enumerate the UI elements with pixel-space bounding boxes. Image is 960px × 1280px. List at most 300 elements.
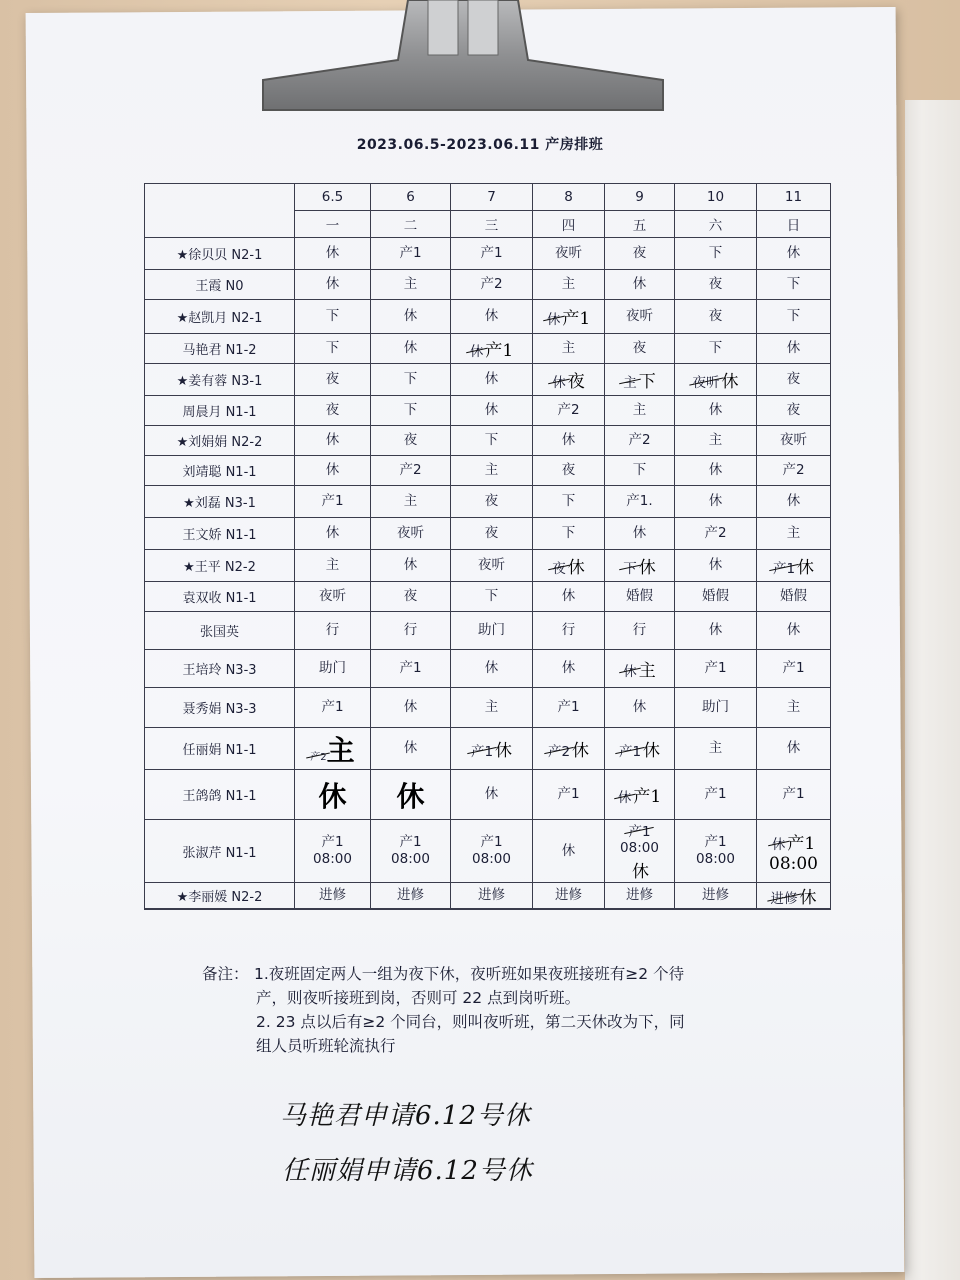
shift-cell — [757, 650, 831, 688]
staff-name: ★徐贝贝 N2-1 — [145, 238, 295, 270]
shift-cell — [605, 612, 675, 650]
schedule-table — [144, 183, 831, 910]
handwritten-note: 马艳君申请6.12号休 — [280, 1101, 531, 1131]
shift-value: 休 — [786, 740, 801, 756]
shift-cell — [295, 426, 371, 456]
shift-cell — [371, 334, 451, 364]
crossed-shift: 休 — [772, 833, 786, 853]
shift-value: 主 — [786, 699, 801, 715]
shift-value: 主 — [325, 557, 340, 573]
weekday-header: 五 — [605, 211, 675, 238]
shift-value: 休 — [561, 432, 576, 448]
table-row — [145, 486, 831, 518]
staff-name: 马艳君 N1-2 — [145, 334, 295, 364]
shift-value: 休 — [484, 371, 499, 387]
shift-cell — [757, 396, 831, 426]
shift-cell — [605, 426, 675, 456]
shift-value: 产1 — [704, 786, 727, 802]
shift-value: 休 — [786, 622, 801, 638]
shift-cell — [295, 300, 371, 334]
shift-cell — [295, 364, 371, 396]
crossed-shift: 夜听 — [693, 371, 720, 391]
handwritten-note: 任丽娟申请6.12号休 — [282, 1156, 533, 1186]
shift-value: 休 — [403, 740, 418, 756]
shift-value: 主 — [708, 432, 723, 448]
shift-value: 夜 — [325, 402, 340, 418]
date-header: 6.5 — [295, 184, 371, 211]
shift-cell — [451, 518, 533, 550]
handwritten-shift: 休 — [567, 558, 585, 578]
date-header: 9 — [605, 184, 675, 211]
shift-value: 行 — [325, 622, 340, 638]
shift-cell — [605, 518, 675, 550]
shift-value: 产2 — [557, 402, 580, 418]
shift-value: 夜听 — [780, 432, 807, 448]
shift-cell — [605, 728, 675, 770]
shift-value: 主 — [708, 740, 723, 756]
table-row — [145, 550, 831, 582]
shift-value: 休 — [561, 660, 576, 676]
shift-cell — [757, 238, 831, 270]
table-row — [145, 650, 831, 688]
shift-cell — [533, 770, 605, 820]
shift-time: 08:00 — [696, 851, 735, 867]
shift-cell — [757, 909, 831, 910]
crossed-shift: 休 — [618, 786, 632, 806]
handwritten-shift: 主 — [638, 661, 656, 681]
date-header: 11 — [757, 184, 831, 211]
staff-name: 王霞 N0 — [145, 270, 295, 300]
remarks — [202, 962, 802, 1058]
crossed-shift: 下 — [623, 557, 637, 577]
shift-cell — [605, 582, 675, 612]
shift-value: 产1 — [399, 245, 422, 261]
shift-cell — [757, 270, 831, 300]
shift-time: 08:00 — [620, 840, 659, 856]
shift-cell — [605, 820, 675, 883]
shift-cell — [371, 688, 451, 728]
weekday-header: 三 — [451, 211, 533, 238]
shift-cell — [451, 364, 533, 396]
staff-name: 王鸽鸽 N1-1 — [145, 770, 295, 820]
shift-value: 主 — [484, 462, 499, 478]
shift-cell — [295, 728, 371, 770]
shift-value: 夜听 — [626, 308, 653, 324]
shift-value: 休 — [708, 622, 723, 638]
shift-value: 休 — [325, 432, 340, 448]
shift-value: 产1 — [321, 493, 344, 509]
shift-time: 08:00 — [391, 851, 430, 867]
remarks-label: 备注： — [202, 965, 249, 983]
shift-value: 夜 — [403, 588, 418, 604]
shift-value: 主 — [403, 493, 418, 509]
shift-value: 下 — [484, 588, 499, 604]
crossed-shift: 进修 — [771, 887, 798, 907]
shift-cell — [371, 364, 451, 396]
crossed-shift: 产2 — [548, 740, 570, 760]
shift-cell — [533, 270, 605, 300]
shift-cell — [605, 334, 675, 364]
shift-cell — [451, 426, 533, 456]
date-header: 8 — [533, 184, 605, 211]
shift-cell — [451, 270, 533, 300]
handwritten-shift: 夜 — [567, 372, 585, 392]
table-row — [145, 270, 831, 300]
shift-value: 下 — [708, 245, 723, 261]
shift-cell — [295, 612, 371, 650]
shift-cell — [675, 770, 757, 820]
shift-value: 产1 — [557, 786, 580, 802]
shift-value: 休 — [403, 699, 418, 715]
shift-cell — [371, 486, 451, 518]
shift-value: 夜听 — [397, 525, 424, 541]
shift-cell — [451, 612, 533, 650]
shift-cell — [371, 582, 451, 612]
shift-cell — [533, 820, 605, 883]
binder-clip-icon — [258, 0, 668, 112]
shift-value: 休 — [632, 276, 647, 292]
shift-cell — [295, 270, 371, 300]
shift-cell — [675, 396, 757, 426]
shift-value: 夜 — [708, 308, 723, 324]
shift-value: 产1 — [321, 699, 344, 715]
handwritten-shift: 休 — [495, 741, 513, 761]
shift-cell — [295, 550, 371, 582]
handwritten-shift: 产1 08:00 — [769, 833, 818, 874]
shift-value: 进修 — [702, 887, 729, 903]
table-row — [145, 582, 831, 612]
shift-cell — [451, 238, 533, 270]
table-row — [145, 820, 831, 883]
shift-cell — [757, 334, 831, 364]
shift-cell — [675, 300, 757, 334]
shift-value: 产1 — [782, 660, 805, 676]
shift-value: 主 — [632, 402, 647, 418]
shift-cell — [675, 456, 757, 486]
shift-cell — [371, 883, 451, 909]
shift-cell — [605, 300, 675, 334]
handwritten-shift: 休 — [721, 372, 739, 392]
shift-cell — [371, 612, 451, 650]
staff-name: ★李丽媛 N2-2 — [145, 883, 295, 909]
weekday-header: 日 — [757, 211, 831, 238]
shift-value: 休 — [403, 340, 418, 356]
crossed-shift: 产2 — [310, 748, 326, 763]
shift-cell — [451, 396, 533, 426]
shift-cell — [295, 909, 371, 910]
shift-cell — [371, 770, 451, 820]
shift-value: 下 — [403, 371, 418, 387]
shift-value: 主 — [786, 525, 801, 541]
shift-value: 夜听 — [478, 557, 505, 573]
shift-time: 08:00 — [472, 851, 511, 867]
crossed-shift: 主 — [623, 371, 637, 391]
shift-cell — [675, 728, 757, 770]
shift-cell — [295, 238, 371, 270]
table-row — [145, 456, 831, 486]
shift-cell — [451, 650, 533, 688]
handwritten-shift: 主 — [326, 733, 355, 767]
shift-cell — [371, 456, 451, 486]
shift-value: 行 — [561, 622, 576, 638]
table-row — [145, 426, 831, 456]
crossed-shift: 休 — [547, 308, 561, 328]
shift-cell — [675, 582, 757, 612]
shift-cell — [295, 486, 371, 518]
shift-cell — [757, 456, 831, 486]
shift-cell — [605, 909, 675, 910]
shift-value: 婚假 — [780, 588, 807, 604]
shift-value: 休 — [708, 493, 723, 509]
shift-value: 休 — [786, 340, 801, 356]
shift-cell — [371, 909, 451, 910]
shift-cell — [295, 518, 371, 550]
shift-cell — [533, 486, 605, 518]
handwritten-shift: 休 — [638, 558, 656, 578]
shift-value: 进修 — [319, 887, 346, 903]
shift-cell — [371, 300, 451, 334]
shift-value: 下 — [561, 525, 576, 541]
remark-line: 组人员听班轮流执行 — [256, 1037, 396, 1055]
shift-value: 夜 — [786, 371, 801, 387]
shift-value: 下 — [403, 402, 418, 418]
crossed-shift: 产1 — [619, 740, 641, 760]
handwritten-shift: 休 — [797, 558, 815, 578]
shift-value: 婚假 — [626, 588, 653, 604]
crossed-shift: 休 — [470, 340, 484, 360]
shift-value: 产1 — [782, 786, 805, 802]
shift-cell — [451, 883, 533, 909]
shift-value: 产1 — [557, 699, 580, 715]
shift-cell — [605, 550, 675, 582]
shift-value: 夜听 — [319, 588, 346, 604]
shift-cell — [675, 238, 757, 270]
handwritten-shift: 产1 — [485, 341, 514, 361]
staff-name: 王培玲 N3-3 — [145, 650, 295, 688]
date-header-row — [145, 184, 831, 211]
staff-name: ★赵凯月 N2-1 — [145, 300, 295, 334]
date-header: 7 — [451, 184, 533, 211]
shift-cell — [675, 334, 757, 364]
shift-time: 08:00 — [313, 851, 352, 867]
shift-cell — [757, 688, 831, 728]
shift-value: 下 — [484, 432, 499, 448]
shift-value: 产2 — [480, 276, 503, 292]
paper-stack-edge — [905, 100, 960, 1280]
crossed-shift: 产1 — [773, 557, 795, 577]
handwritten-shift: 休 — [799, 888, 817, 908]
shift-cell — [295, 883, 371, 909]
shift-value: 主 — [403, 276, 418, 292]
shift-value: 休 — [786, 493, 801, 509]
shift-value: 主 — [561, 340, 576, 356]
shift-value: 下 — [325, 308, 340, 324]
table-row — [145, 612, 831, 650]
shift-cell — [675, 612, 757, 650]
shift-value: 休 — [484, 402, 499, 418]
shift-value: 休 — [484, 308, 499, 324]
shift-value: 休 — [632, 525, 647, 541]
table-row — [145, 909, 831, 910]
shift-value: 产2 — [399, 462, 422, 478]
shift-cell — [675, 688, 757, 728]
shift-cell — [675, 486, 757, 518]
shift-cell — [533, 550, 605, 582]
shift-value: 行 — [632, 622, 647, 638]
shift-value: 夜 — [484, 525, 499, 541]
shift-cell — [371, 728, 451, 770]
shift-value: 产2 — [628, 432, 651, 448]
shift-value: 产2 — [704, 525, 727, 541]
table-row — [145, 770, 831, 820]
staff-name: 聂秀娟 N3-3 — [145, 688, 295, 728]
shift-cell — [295, 688, 371, 728]
staff-name: 王文娇 N1-1 — [145, 518, 295, 550]
weekday-header: 六 — [675, 211, 757, 238]
shift-value: 产1. — [626, 493, 653, 509]
date-header: 10 — [675, 184, 757, 211]
shift-cell — [295, 456, 371, 486]
shift-cell — [757, 486, 831, 518]
shift-cell — [605, 364, 675, 396]
shift-cell — [371, 518, 451, 550]
handwritten-shift: 休 — [396, 779, 425, 813]
shift-cell — [533, 396, 605, 426]
shift-value: 夜 — [325, 371, 340, 387]
table-row — [145, 688, 831, 728]
shift-value: 夜 — [561, 462, 576, 478]
staff-name: 刘靖聪 N1-1 — [145, 456, 295, 486]
shift-cell — [757, 728, 831, 770]
shift-value: 助门 — [478, 622, 505, 638]
shift-value: 休 — [484, 786, 499, 802]
weekday-header: 一 — [295, 211, 371, 238]
shift-cell — [605, 270, 675, 300]
shift-value: 下 — [561, 493, 576, 509]
shift-cell — [451, 486, 533, 518]
shift-value: 下 — [786, 308, 801, 324]
shift-cell — [675, 909, 757, 910]
staff-name: 任丽娟 N1-1 — [145, 728, 295, 770]
shift-cell — [757, 883, 831, 909]
shift-value: 休 — [708, 462, 723, 478]
shift-value: 休 — [325, 462, 340, 478]
shift-cell — [533, 364, 605, 396]
shift-value: 休 — [561, 842, 576, 859]
shift-value: 进修 — [397, 887, 424, 903]
shift-value: 下 — [786, 276, 801, 292]
shift-cell — [451, 909, 533, 910]
shift-value: 进修 — [626, 887, 653, 903]
shift-value: 夜 — [708, 276, 723, 292]
crossed-shift: 休 — [552, 371, 566, 391]
shift-cell — [533, 650, 605, 688]
shift-cell — [295, 650, 371, 688]
shift-cell — [757, 300, 831, 334]
shift-cell — [295, 770, 371, 820]
shift-value: 休 — [325, 245, 340, 261]
shift-value: 夜 — [632, 340, 647, 356]
staff-name: ★姜有蓉 N3-1 — [145, 364, 295, 396]
shift-cell — [533, 238, 605, 270]
staff-name: ★刘娟娟 N2-2 — [145, 426, 295, 456]
staff-name: 张国英 — [145, 612, 295, 650]
shift-cell — [605, 650, 675, 688]
shift-value: 产1 — [704, 660, 727, 676]
shift-cell — [675, 426, 757, 456]
shift-cell — [675, 364, 757, 396]
shift-cell — [605, 238, 675, 270]
shift-value: 夜听 — [555, 245, 582, 261]
shift-value: 助门 — [319, 660, 346, 676]
shift-cell — [295, 820, 371, 883]
shift-cell — [451, 334, 533, 364]
shift-value: 行 — [403, 622, 418, 638]
shift-cell — [605, 486, 675, 518]
shift-value: 进修 — [555, 887, 582, 903]
shift-cell — [533, 728, 605, 770]
shift-cell — [371, 550, 451, 582]
shift-value: 休 — [403, 557, 418, 573]
shift-cell — [295, 396, 371, 426]
shift-value: 夜 — [632, 245, 647, 261]
shift-cell — [451, 770, 533, 820]
shift-value: 休 — [708, 557, 723, 573]
handwritten-shift: 下 — [638, 372, 656, 392]
shift-value: 休 — [484, 660, 499, 676]
shift-value: 休 — [786, 245, 801, 261]
date-header: 6 — [371, 184, 451, 211]
staff-name: 张淑芹 N1-1 — [145, 820, 295, 883]
shift-cell — [533, 456, 605, 486]
handwritten-shift: 休 — [572, 741, 590, 761]
shift-cell — [533, 300, 605, 334]
table-row — [145, 334, 831, 364]
shift-cell — [675, 518, 757, 550]
shift-value: 休 — [403, 308, 418, 324]
shift-cell — [533, 426, 605, 456]
remark-line: 2. 23 点以后有≥2 个同台，则叫夜听班，第二天休改为下，同 — [256, 1013, 685, 1031]
shift-cell — [451, 688, 533, 728]
shift-cell — [451, 300, 533, 334]
weekday-header: 四 — [533, 211, 605, 238]
shift-value: 下 — [708, 340, 723, 356]
crossed-shift: 产1 — [628, 820, 650, 840]
shift-value: 休 — [708, 402, 723, 418]
page-title: 2023.06.5-2023.06.11 产房排班 — [356, 137, 604, 153]
shift-value: 产1 — [399, 834, 422, 850]
shift-value: 下 — [632, 462, 647, 478]
shift-value: 夜 — [786, 402, 801, 418]
shift-cell — [371, 426, 451, 456]
shift-cell — [757, 770, 831, 820]
shift-value: 夜 — [484, 493, 499, 509]
shift-value: 产1 — [321, 834, 344, 850]
shift-value: 产1 — [704, 834, 727, 850]
staff-name: ★刘磊 N3-1 — [145, 486, 295, 518]
shift-value: 休 — [632, 699, 647, 715]
shift-value: 产1 — [480, 834, 503, 850]
shift-cell — [605, 883, 675, 909]
shift-cell — [295, 582, 371, 612]
shift-cell — [451, 820, 533, 883]
shift-cell — [757, 364, 831, 396]
shift-value: 夜 — [403, 432, 418, 448]
shift-cell — [605, 396, 675, 426]
shift-cell — [451, 550, 533, 582]
staff-name — [145, 909, 295, 910]
crossed-shift: 休 — [623, 660, 637, 680]
